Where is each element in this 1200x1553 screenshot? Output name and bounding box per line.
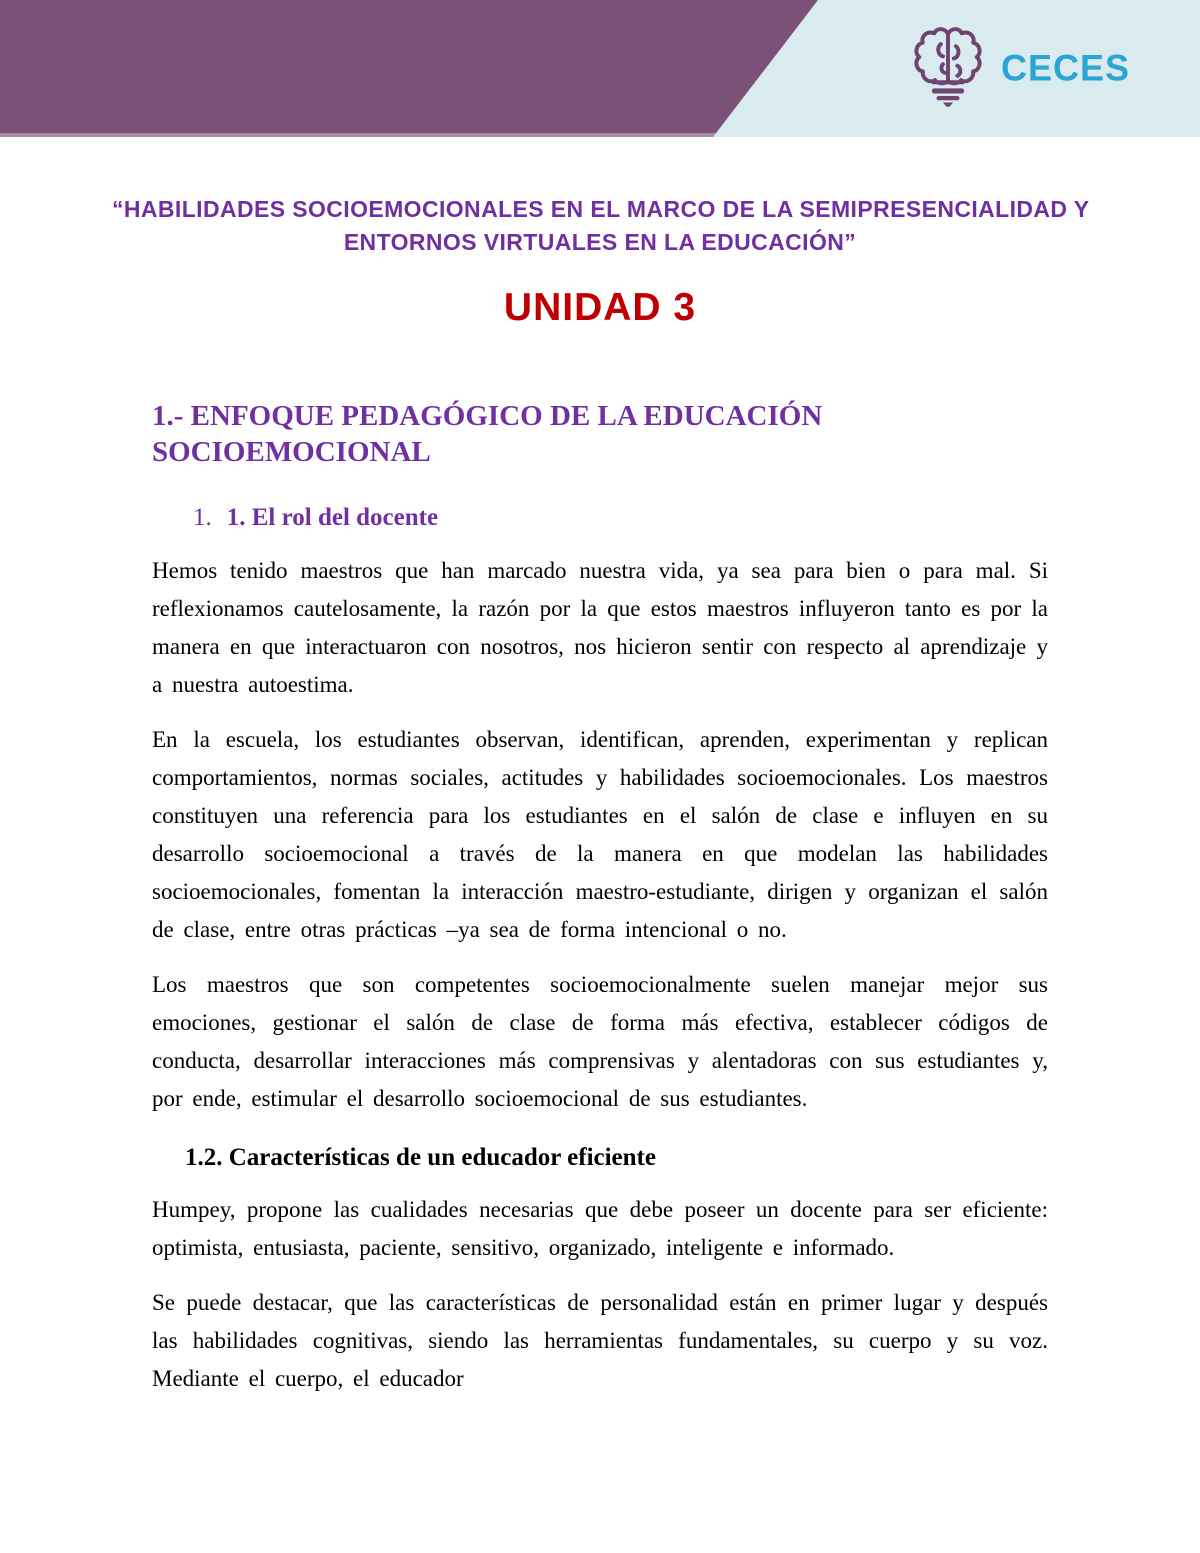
paragraph-3: Los maestros que son competentes socioemocionalmente suelen manejar mejor sus emociones, gestionar el salón de clase de forma más efectiva, establecer códigos de conducta, desarrollar interacciones más comprensivas y alentadoras con sus estudiantes y, por ende, estimular el desarrollo socioemocional de sus estudiantes. [152, 972, 1048, 1111]
brain-bulb-icon [912, 22, 984, 113]
brand-name: CECES [1001, 45, 1131, 89]
document-body [0, 193, 1200, 1398]
paragraph-2: En la escuela, los estudiantes observan, identifican, aprenden, experimentan y replican comportamientos, normas sociales, actitudes y habilidades socioemocionales. Los maestros constituyen una referencia para los estudiantes en el salón de clase e influyen en su desarrollo socioemocional a través de la manera en que modelan las habilidades socioemocionales, fomentan la interacción maestro-estudiante, dirigen y organizan el salón de clase, entre otras prácticas –ya sea de forma intencional o no. [152, 727, 1048, 942]
document-title-line-2: ENTORNOS VIRTUALES EN LA EDUCACIÓN” [343, 229, 857, 255]
paragraph-4: Humpey, propone las cualidades necesarias que debe poseer un docente para ser eficiente: optimista, entusiasta, paciente, sensitivo, organizado, inteligente e informado. [152, 1197, 1048, 1260]
paragraph-5: Se puede destacar, que las características de personalidad están en primer lugar y después las habilidades cognitivas, siendo las herramientas fundamentales, su cuerpo y su voz. Mediante el cuerpo, el educador [152, 1290, 1048, 1391]
section-heading: 1.- ENFOQUE PEDAGÓGICO DE LA EDUCACIÓN SOCIOEMOCIONAL [152, 400, 823, 468]
document-title-line-1: “HABILIDADES SOCIOEMOCIONALES EN EL MARCO DE LA SEMIPRESENCIALIDAD Y [112, 196, 1090, 222]
header-banner [0, 0, 1200, 137]
subsection-heading-2: 1.2. Características de un educador eficiente [185, 1144, 656, 1171]
subsection-title: 1. El rol del docente [226, 504, 439, 531]
document-title [112, 193, 1088, 259]
unit-title: UNIDAD 3 [503, 286, 697, 329]
subsection-heading [193, 502, 1048, 534]
subsection-number: 1. [193, 504, 212, 531]
paragraph-1: Hemos tenido maestros que han marcado nuestra vida, ya sea para bien o para mal. Si reflexionamos cautelosamente, la razón por la que estos maestros influyeron tanto es por la manera en que interactuaron con nosotros, nos hicieron sentir con respecto al aprendizaje y a nuestra autoestima. [152, 558, 1048, 697]
brand-logo [912, 22, 1130, 113]
